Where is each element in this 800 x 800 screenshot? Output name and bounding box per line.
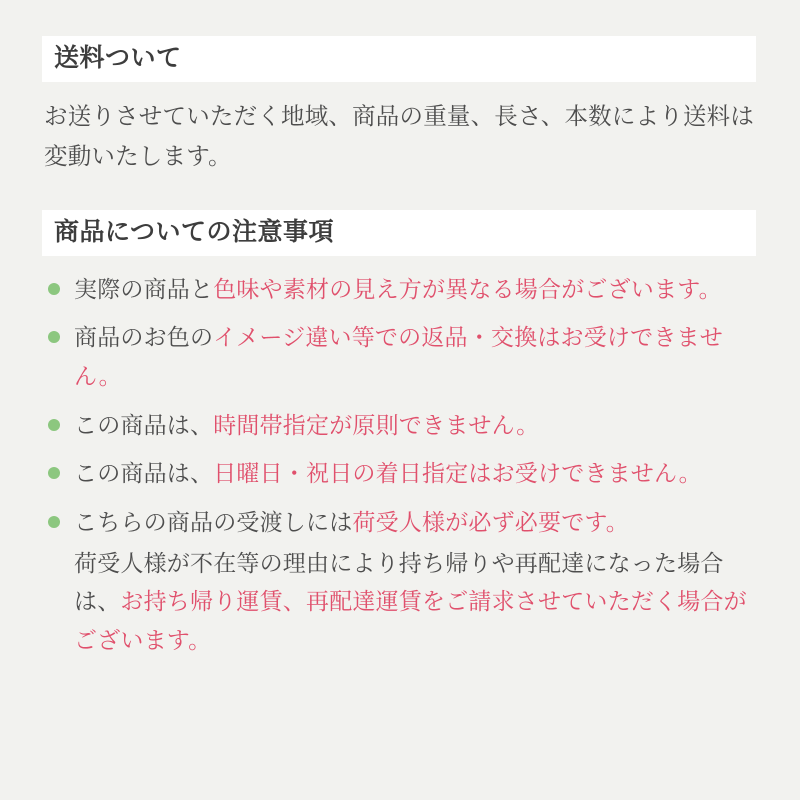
note-subtext-plain: 荷受人様が不在等の理由により持ち帰りや再配達になった場合は、 bbox=[74, 549, 724, 615]
note-text-emphasis: イメージ違い等での返品・交換はお受けできません。 bbox=[74, 324, 723, 390]
section-heading-shipping: 送料ついて bbox=[42, 36, 756, 82]
note-text-emphasis: 時間帯指定が原則できません。 bbox=[213, 411, 540, 438]
bullet-icon bbox=[48, 467, 60, 479]
bullet-icon bbox=[48, 331, 60, 343]
note-text-emphasis: 荷受人様が必ず必要です。 bbox=[352, 508, 629, 535]
bullet-icon bbox=[48, 419, 60, 431]
note-text-plain: この商品は、 bbox=[74, 411, 214, 438]
product-notes-list bbox=[42, 270, 756, 660]
list-item bbox=[42, 454, 756, 493]
note-text-emphasis: 色味や素材の見え方が異なる場合がございます。 bbox=[213, 275, 722, 302]
shipping-description: お送りさせていただく地域、商品の重量、長さ、本数により送料は変動いたします。 bbox=[44, 102, 755, 169]
note-subtext-emphasis: お持ち帰り運賃、再配達運賃をご請求させていただく場合がございます。 bbox=[74, 588, 747, 653]
section-heading-product-notes: 商品についての注意事項 bbox=[42, 210, 756, 256]
note-subtext bbox=[74, 544, 756, 660]
note-text-plain: こちらの商品の受渡しには bbox=[74, 508, 353, 535]
note-text-plain: 実際の商品と bbox=[74, 275, 214, 302]
note-text-emphasis: 日曜日・祝日の着日指定はお受けできません。 bbox=[213, 460, 702, 487]
bullet-icon bbox=[48, 283, 60, 295]
list-item bbox=[42, 270, 756, 309]
list-item bbox=[42, 406, 756, 445]
list-item bbox=[42, 503, 756, 660]
note-text-plain: 商品のお色の bbox=[74, 324, 214, 351]
list-item bbox=[42, 318, 756, 395]
bullet-icon bbox=[48, 516, 60, 528]
note-text-plain: この商品は、 bbox=[74, 460, 214, 487]
